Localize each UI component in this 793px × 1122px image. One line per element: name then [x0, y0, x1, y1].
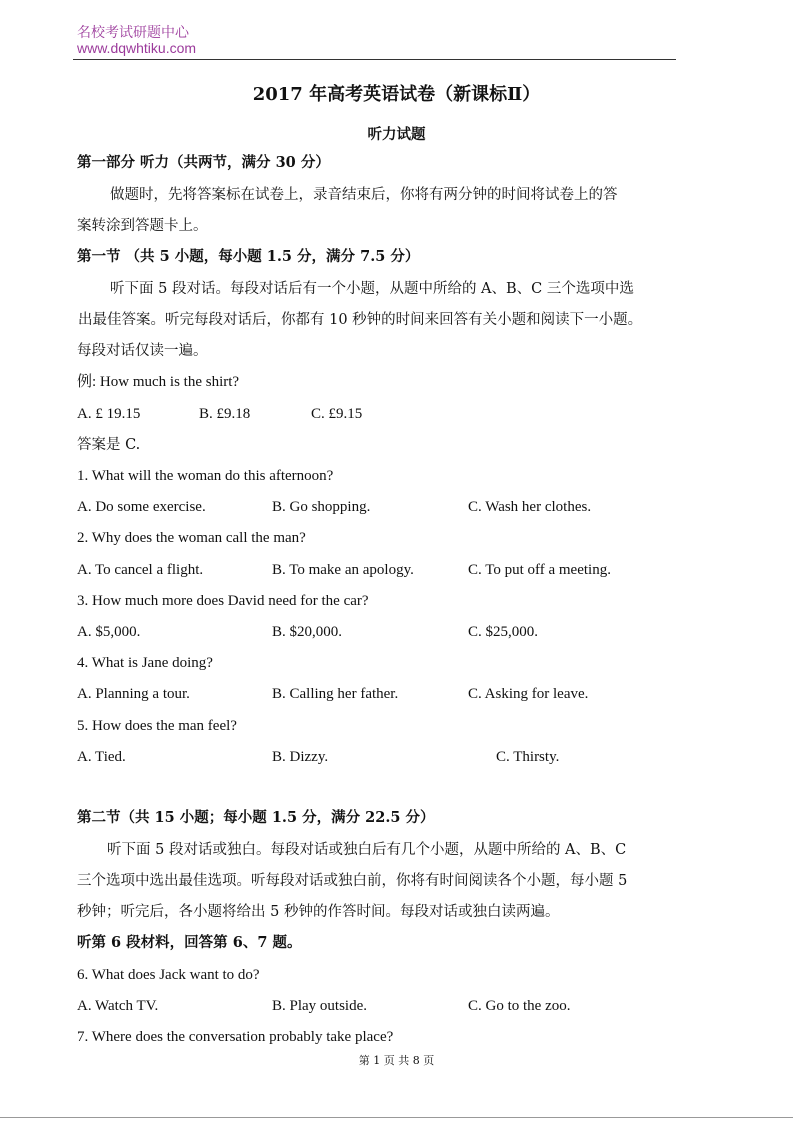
- section2-heading: 第二节（共 15 小题；每小题 1.5 分，满分 22.5 分）: [77, 809, 435, 826]
- q2-option-b: B. To make an apology.: [272, 562, 414, 578]
- q5-option-c: C. Thirsty.: [496, 749, 560, 765]
- section1-instruction-line: 每段对话仅读一遍。: [77, 343, 208, 359]
- question-3: 3. How much more does David need for the car?: [77, 593, 369, 609]
- question-6: 6. What does Jack want to do?: [77, 967, 260, 983]
- site-url[interactable]: www.dqwhtiku.com: [77, 40, 197, 56]
- example-answer: 答案是 C.: [77, 437, 141, 453]
- q2-option-c: C. To put off a meeting.: [468, 562, 611, 578]
- material-6-heading: 听第 6 段材料，回答第 6、7 题。: [77, 934, 302, 951]
- site-name: 名校考试研题中心: [77, 25, 189, 41]
- example-option-b: B. £9.18: [199, 406, 251, 422]
- page-bottom-border: [0, 1117, 793, 1118]
- example-option-a: A. £ 19.15: [77, 406, 141, 422]
- page-title: 2017 年高考英语试卷（新课标Ⅱ）: [252, 84, 541, 105]
- q4-option-a: A. Planning a tour.: [77, 686, 190, 702]
- section2-instruction-line: 听下面 5 段对话或独白。每段对话或独白后有几个小题，从题中所给的 A、B、C: [107, 842, 627, 858]
- part1-heading: 第一部分 听力（共两节，满分 30 分）: [77, 154, 330, 171]
- q6-option-c: C. Go to the zoo.: [468, 998, 571, 1014]
- q1-option-c: C. Wash her clothes.: [468, 499, 592, 515]
- page-footer: 第 1 页 共 8 页: [358, 1054, 435, 1067]
- question-2: 2. Why does the woman call the man?: [77, 530, 306, 546]
- header-divider: [73, 59, 676, 60]
- question-4: 4. What is Jane doing?: [77, 655, 213, 671]
- q1-option-b: B. Go shopping.: [272, 499, 371, 515]
- q3-option-b: B. $20,000.: [272, 624, 343, 640]
- part1-instruction-line: 案转涂到答题卡上。: [77, 218, 208, 234]
- q4-option-c: C. Asking for leave.: [468, 686, 589, 702]
- section2-instruction-line: 三个选项中选出最佳选项。听每段对话或独白前，你将有时间阅读各个小题，每小题 5: [77, 873, 628, 889]
- q2-option-a: A. To cancel a flight.: [77, 562, 204, 578]
- section1-instruction-line: 听下面 5 段对话。每段对话后有一个小题，从题中所给的 A、B、C 三个选项中选: [110, 281, 634, 297]
- q5-option-b: B. Dizzy.: [272, 749, 329, 765]
- question-7: 7. Where does the conversation probably take place?: [77, 1029, 394, 1045]
- q6-option-a: A. Watch TV.: [77, 998, 159, 1014]
- q5-option-a: A. Tied.: [77, 749, 126, 765]
- section1-instruction-line: 出最佳答案。听完每段对话后，你都有 10 秒钟的时间来回答有关小题和阅读下一小题。: [78, 312, 643, 328]
- page-subtitle: 听力试题: [367, 126, 426, 143]
- question-1: 1. What will the woman do this afternoon?: [77, 468, 334, 484]
- question-5: 5. How does the man feel?: [77, 718, 237, 734]
- q4-option-b: B. Calling her father.: [272, 686, 399, 702]
- part1-instruction-line: 做题时，先将答案标在试卷上，录音结束后，你将有两分钟的时间将试卷上的答: [110, 187, 618, 203]
- section2-instruction-line: 秒钟；听完后，各小题将给出 5 秒钟的作答时间。每段对话或独白读两遍。: [77, 904, 560, 920]
- q3-option-a: A. $5,000.: [77, 624, 141, 640]
- example-option-c: C. £9.15: [311, 406, 363, 422]
- section1-heading: 第一节 （共 5 小题，每小题 1.5 分，满分 7.5 分）: [77, 248, 420, 265]
- q3-option-c: C. $25,000.: [468, 624, 539, 640]
- q1-option-a: A. Do some exercise.: [77, 499, 206, 515]
- example-question: 例: How much is the shirt?: [77, 374, 240, 390]
- q6-option-b: B. Play outside.: [272, 998, 368, 1014]
